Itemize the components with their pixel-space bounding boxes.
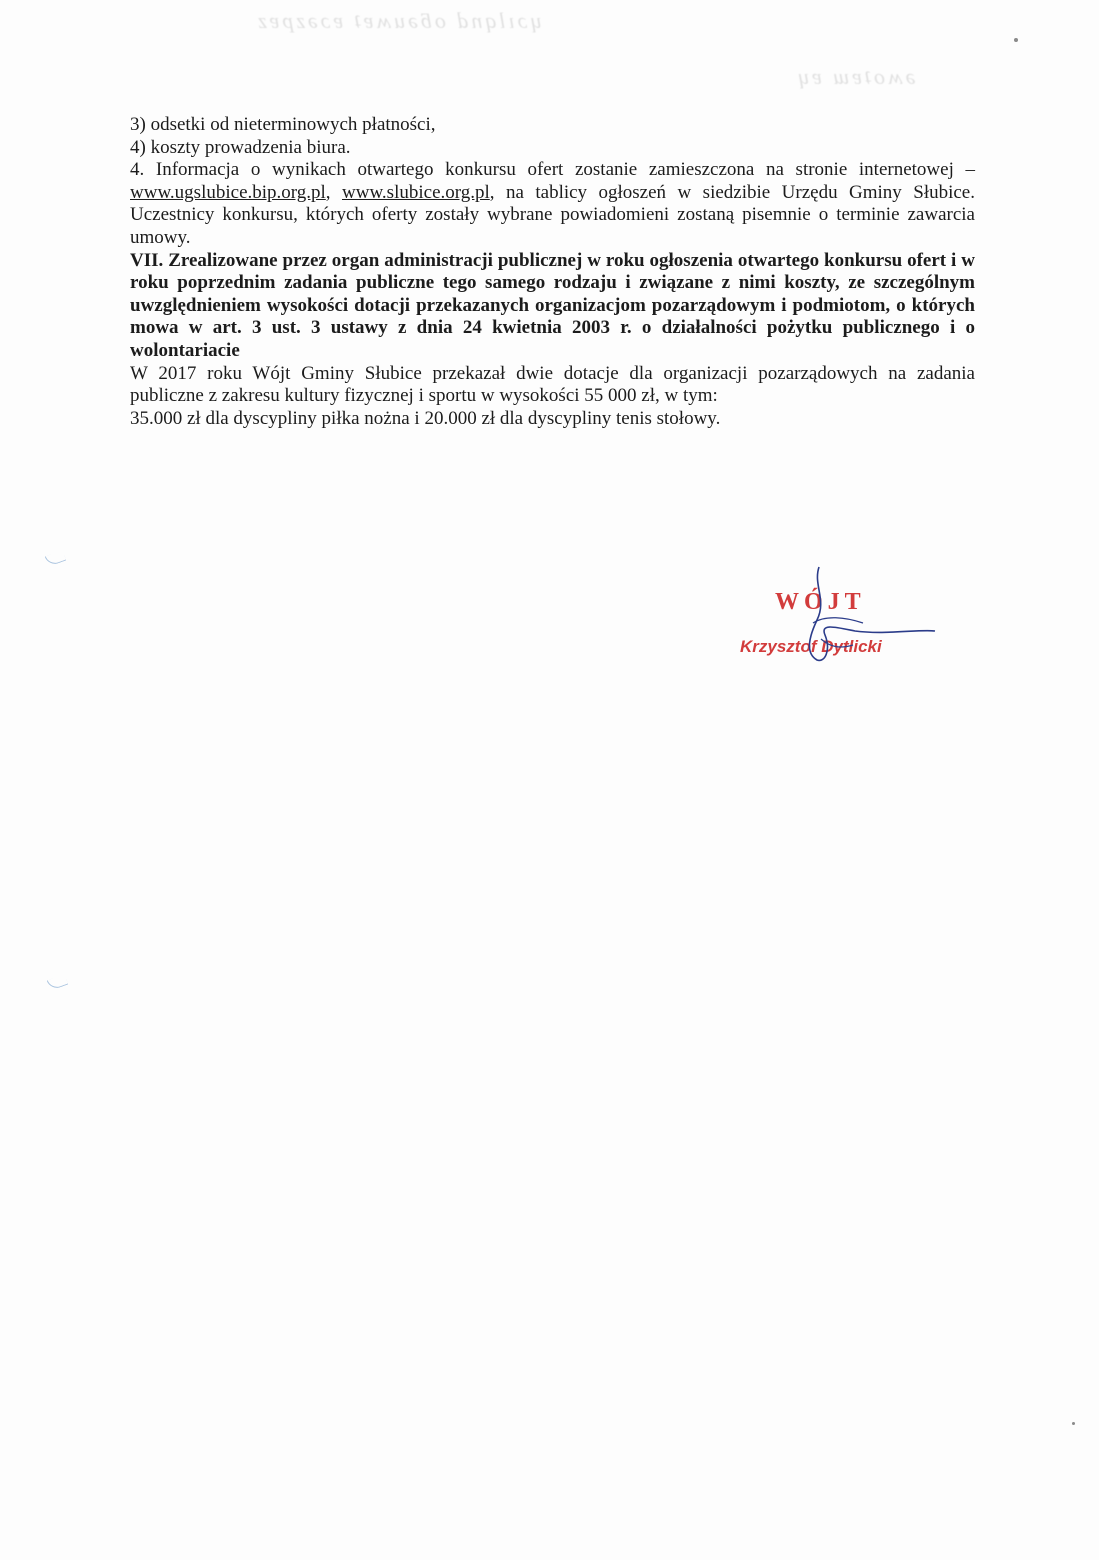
point-4-text-end: , na tablicy ogłoszeń w siedzibie Urzędu Gminy Słubice. Uczestnicy konkursu, których oferty zostały wybrane powiadomieni zostaną pisemnie o terminie zawarcia umowy. — [130, 181, 975, 248]
point-4-text-start: 4. Informacja o wynikach otwartego konkursu ofert zostanie zamieszczona na stronie internetowej – — [130, 159, 975, 181]
official-stamp — [735, 565, 945, 675]
link-separator: , — [325, 181, 342, 203]
section-vii-body: W 2017 roku Wójt Gminy Słubice przekazał dwie dotacje dla organizacji pozarządowych na zadania publiczne z zakresu kultury fizycznej i sportu w wysokości 55 000 zł, w tym: — [130, 362, 975, 407]
list-item-4: 4) koszty prowadzenia biura. — [130, 136, 351, 158]
scan-mark — [45, 550, 67, 567]
scan-speck — [1014, 38, 1018, 42]
link-slubice[interactable]: www.slubice.org.pl — [342, 181, 490, 203]
link-ugslubice[interactable]: www.ugslubice.bip.org.pl — [130, 181, 326, 203]
bleed-line-2: ǝʍoʇɐɯ ɐɥ — [795, 64, 916, 89]
bleed-through-text — [235, 6, 1095, 116]
bleed-line-1: ɥɔılqnd oƃǝuʍɐʇ ɐɔǝzpɐz — [255, 8, 542, 33]
scan-mark — [47, 974, 69, 991]
paragraph-point-4 — [130, 159, 975, 249]
list-item-3: 3) odsetki od nieterminowych płatności, — [130, 114, 436, 135]
section-vii-heading: VII. Zrealizowane przez organ administracji publicznej w roku ogłoszenia otwartego konkursu ofert i w roku poprzednim zadania publiczne tego samego rodzaju i związane z nimi koszty, ze szczególnym uwzględnieniem wysokości dotacji przekazanych organizacjom pozarządowym i podmiotom, o których mowa w art. 3 ust. 3 ustawy z dnia 24 kwietnia 2003 r. o działalności pożytku publicznego i o wolontariacie — [130, 249, 975, 361]
section-vii-detail: 35.000 zł dla dyscypliny piłka nożna i 20.000 zł dla dyscypliny tenis stołowy. — [130, 407, 721, 429]
document-body — [130, 114, 975, 430]
signature — [735, 565, 945, 675]
stamp-name: Krzysztof Dytlicki — [740, 637, 882, 656]
scan-speck — [1072, 1422, 1075, 1425]
stamp-title: WÓJT — [775, 589, 866, 615]
